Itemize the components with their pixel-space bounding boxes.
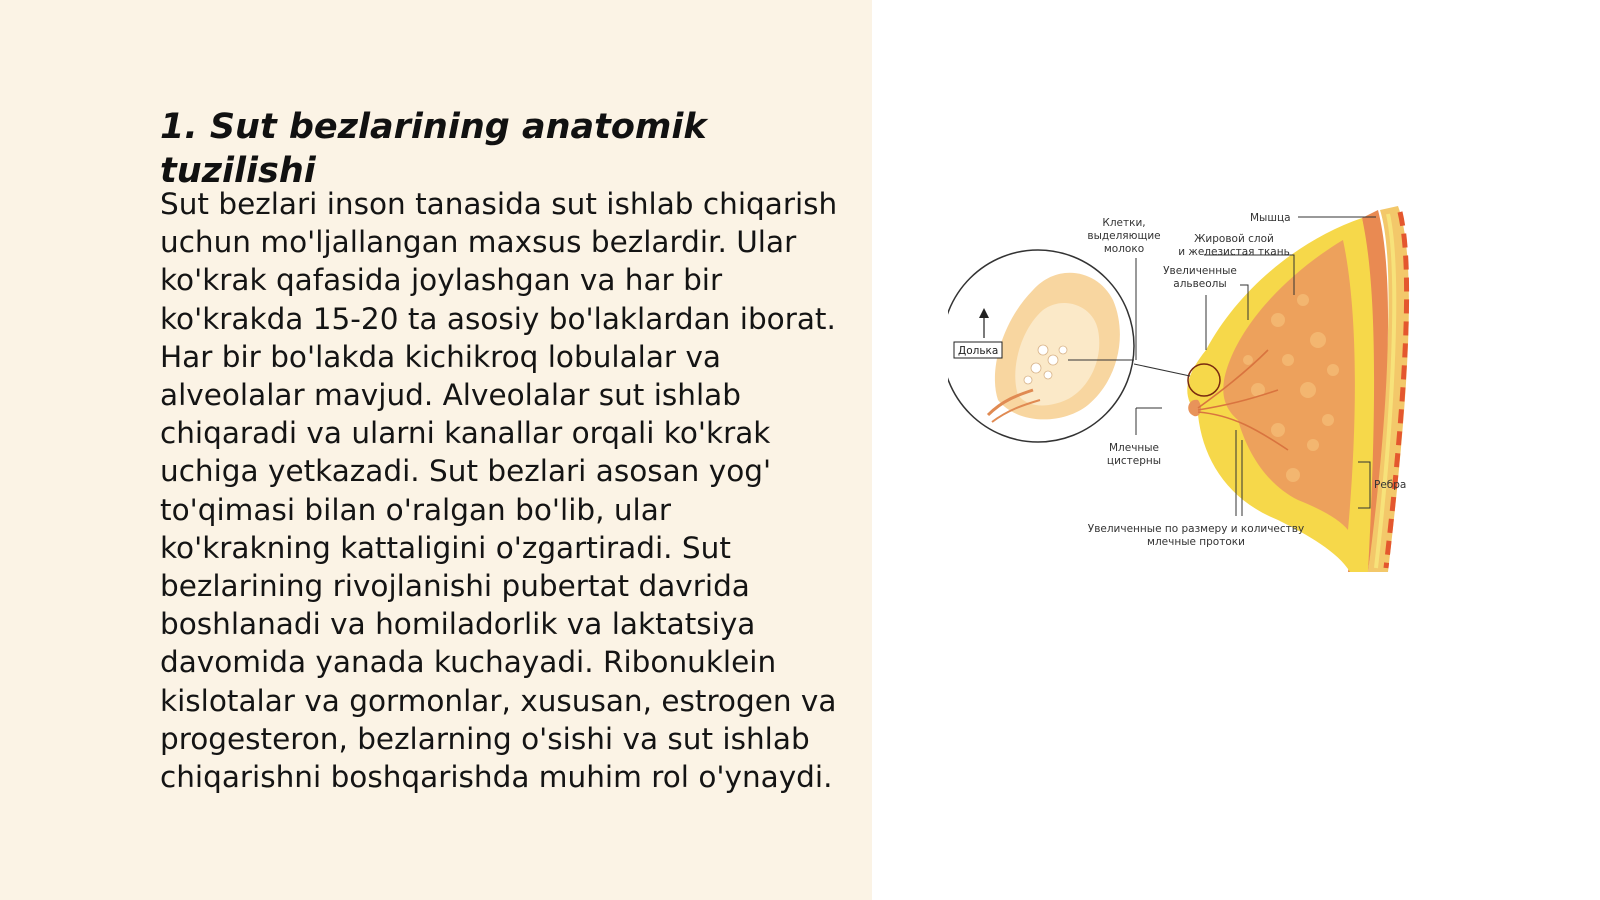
label-ribs: Ребра [1374,479,1407,491]
label-fat: Жировой слой [1194,233,1274,245]
label-lobule: Долька [958,345,999,357]
label-cisterns-2: цистерны [1106,455,1162,467]
label-cells-3: молоко [1103,243,1145,255]
label-cells: Клетки, [1102,217,1146,229]
slide-title: 1. Sut bezlarining anatomik tuzilishi [160,107,707,191]
label-muscle: Мышца [1250,212,1291,224]
label-fat-2: и железистая ткань [1178,246,1290,258]
label-alveoli-2: альвеолы [1173,278,1227,290]
label-cisterns: Млечные [1108,442,1160,454]
slide-body-text: Sut bezlari inson tanasida sut ishlab chiqarish uchun mo'ljallangan maxsus bezlardir. Ular ko'krak qafasida joylashgan va har bir ko'krakda 15-20 ta asosiy bo'laklardan iborat. Har bir bo'lakda kichikroq lobulalar va alveolalar mavjud. Alveolalar sut ishlab chiqaradi va ularni kanallar orqali ko'krak uchiga yetkazadi. Sut bezlari asosan yog' to'qimasi bilan o'ralgan bo'lib, ular ko'krakning kattaligini o'zgartiradi. Sut bezlarining rivojlanishi pubertat davrida boshlanadi va homiladorlik va laktatsiya davomida yanada kuchayadi. Ribonuklein kislotalar va gormonlar, xususan, estrogen va progesteron, bezlarning o'sishi va sut ishlab chiqarishni boshqarishda muhim rol o'ynaydi. [160,187,838,795]
label-alveoli: Увеличенные [1163,265,1237,277]
label-cells-2: выделяющие [1087,230,1161,242]
label-ducts-2: млечные протоки [1147,536,1245,548]
label-ducts: Увеличенные по размеру и количеству [1087,523,1305,535]
breast-anatomy-illustration [948,200,1452,572]
